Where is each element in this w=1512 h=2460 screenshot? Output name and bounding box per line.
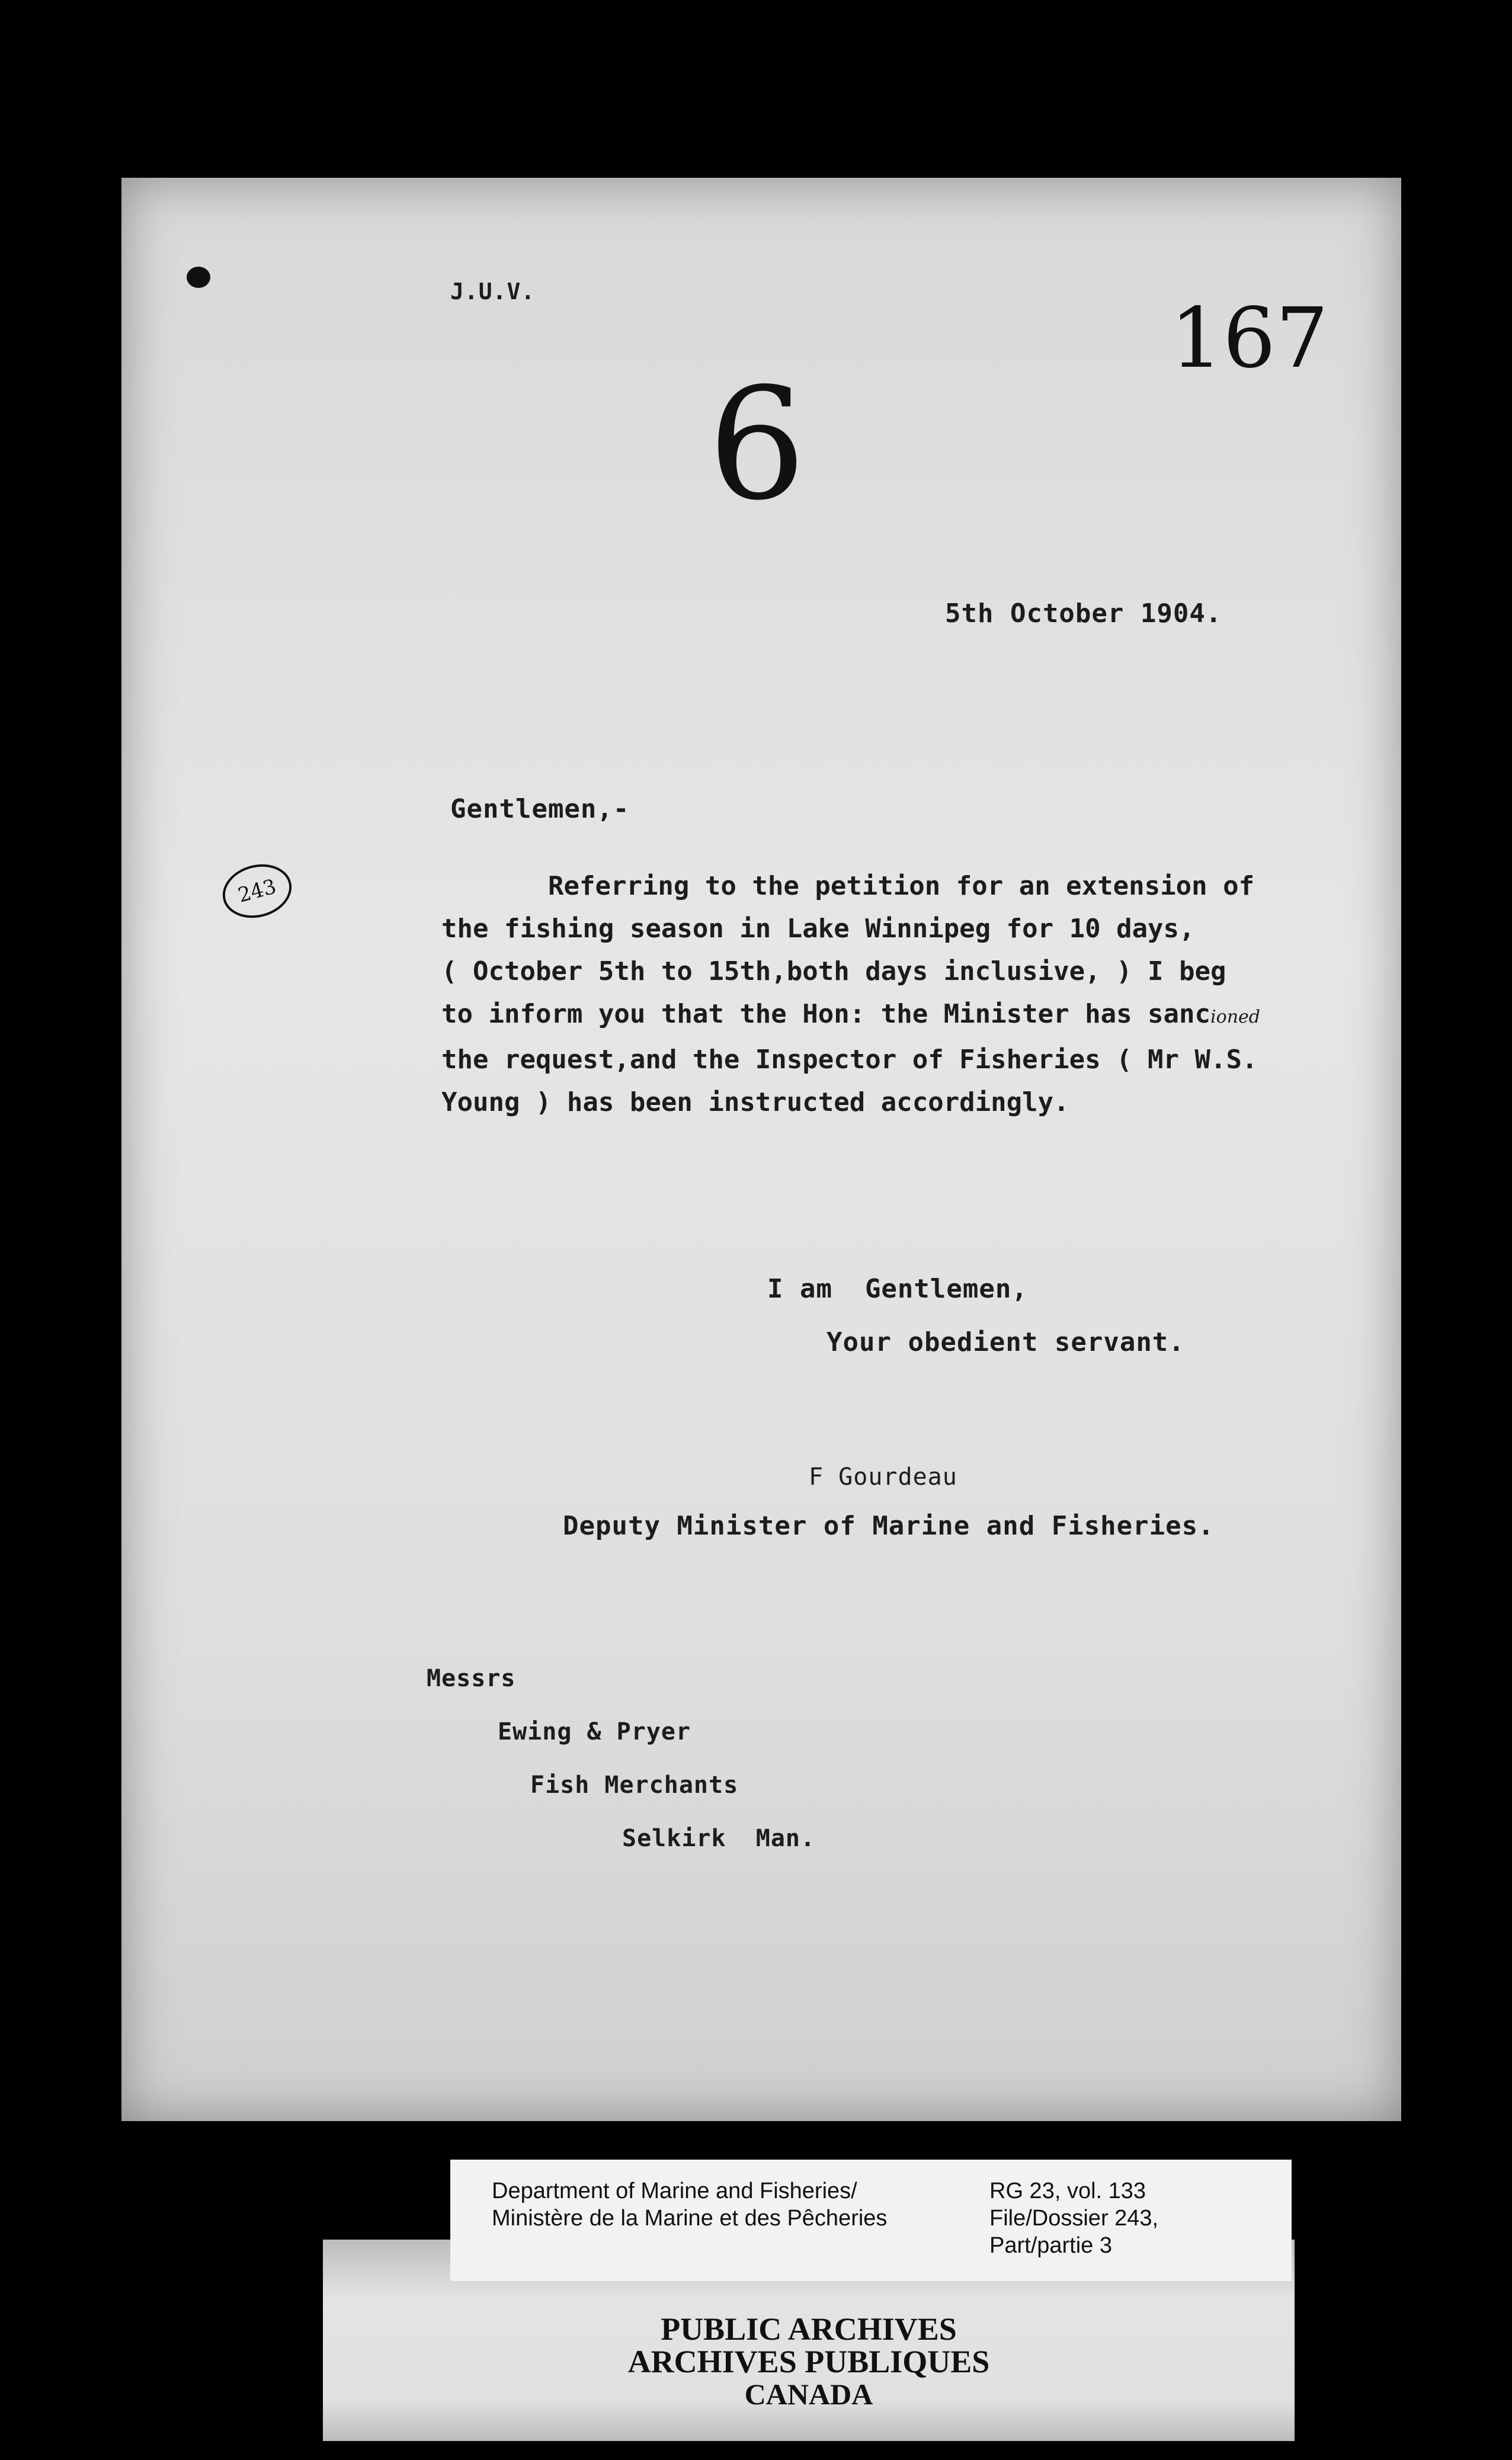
closing-line2: Your obedient servant. xyxy=(827,1327,1185,1357)
archive-label-reference xyxy=(989,2177,1158,2259)
archive-stamp-line3: CANADA xyxy=(744,2378,873,2411)
marginal-stamp xyxy=(217,857,298,925)
archive-stamp-line2: ARCHIVES PUBLIQUES xyxy=(627,2344,990,2379)
address-line1: Messrs xyxy=(427,1665,516,1692)
ink-blot xyxy=(187,267,210,288)
body-line: the fishing season in Lake Winnipeg for 10 days, xyxy=(441,914,1195,944)
archive-stamp-line1: PUBLIC ARCHIVES xyxy=(661,2311,957,2347)
salutation: Gentlemen,- xyxy=(450,794,630,824)
address-line2: Ewing & Pryer xyxy=(498,1718,691,1745)
body-line: the request,and the Inspector of Fisheries ( Mr W.S. xyxy=(441,1045,1258,1075)
body-line: Referring to the petition for an extension of xyxy=(548,871,1255,901)
archive-label-dept xyxy=(492,2177,887,2232)
body-line: Young ) has been instructed accordingly. xyxy=(441,1087,1069,1117)
dept-fr: Ministère de la Marine et des Pêcheries xyxy=(492,2206,888,2231)
letter-page xyxy=(121,178,1401,2121)
marginal-stamp-text: 243 xyxy=(235,875,279,908)
signature-name: F Gourdeau xyxy=(809,1463,957,1491)
ref-line1: RG 23, vol. 133 xyxy=(989,2179,1146,2203)
signature-title: Deputy Minister of Marine and Fisheries. xyxy=(563,1511,1215,1541)
body-line-text: to inform you that the Hon: the Minister has sanc xyxy=(441,999,1211,1029)
body-line: ( October 5th to 15th,both days inclusive, ) I beg xyxy=(441,956,1226,986)
letter-body xyxy=(441,865,1366,1124)
address-line3: Fish Merchants xyxy=(530,1772,739,1799)
closing-line1: I am Gentlemen, xyxy=(767,1274,1028,1304)
margin-mark: 6 xyxy=(708,355,806,534)
dept-en: Department of Marine and Fisheries/ xyxy=(492,2179,857,2203)
address-line4: Selkirk Man. xyxy=(622,1825,816,1852)
body-line xyxy=(441,993,1366,1039)
initials: J.U.V. xyxy=(450,278,536,305)
ref-line3: Part/partie 3 xyxy=(989,2233,1112,2258)
ref-line2: File/Dossier 243, xyxy=(989,2206,1159,2231)
handwritten-insert: ioned xyxy=(1210,1007,1260,1027)
folio-number: 167 xyxy=(1170,290,1329,387)
letter-date: 5th October 1904. xyxy=(945,598,1222,629)
archive-label xyxy=(450,2160,1292,2281)
